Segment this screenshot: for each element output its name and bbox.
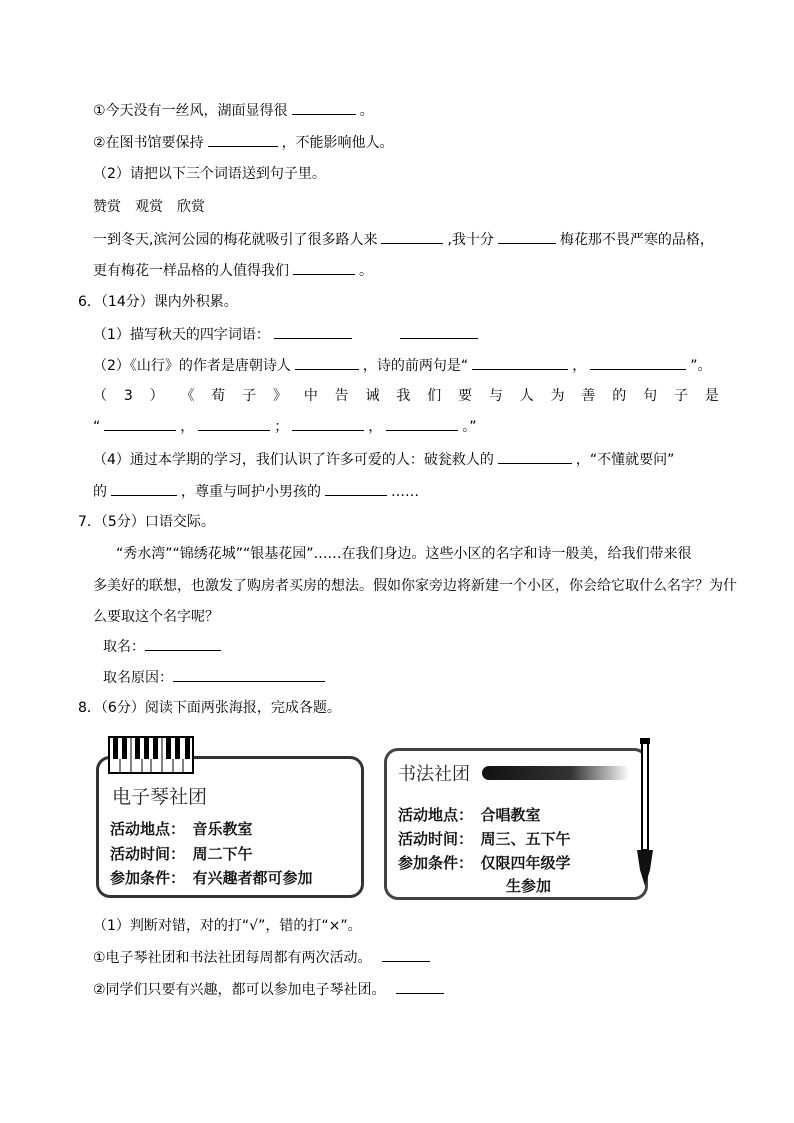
quote-open: “ [93,419,101,435]
answer-blank[interactable] [145,636,221,651]
q6-item-2-end: ”。 [690,358,712,374]
answer-blank[interactable] [208,132,278,147]
q7-paragraph-3: 么要取这个名字呢？ [93,609,219,625]
q6-item-3-char: 中 [303,388,318,404]
q6-item-2 [93,355,711,376]
answer-blank[interactable] [292,416,364,431]
answer-blank[interactable] [396,979,444,994]
separator: ， [368,419,383,435]
keyboard-club-poster [96,736,364,901]
sentence-text: 更有梅花一样品格的人值得我们 [93,263,289,279]
q6-item-4-cont [93,481,419,502]
q5-item-1 [93,100,374,121]
answer-blank[interactable] [386,416,458,431]
quote-end: 。” [462,419,477,435]
q6-item-4-text: （4）通过本学期的学习，我们认识了许多可爱的人：破瓮救人的 [93,452,494,468]
q6-item-3-char: （ [93,388,107,404]
answer-blank[interactable] [382,947,430,962]
q7-name-label: 取名： [103,639,145,655]
q7-name-field [103,636,225,657]
brush-stroke-decoration [482,766,630,780]
separator: ， [180,419,195,435]
answer-blank[interactable] [293,260,355,275]
answer-blank[interactable] [498,449,572,464]
q8-heading: 8．（6分）阅读下面两张海报，完成各题。 [78,700,341,716]
calligraphy-poster-place: 活动地点： 合唱教室 [398,806,541,824]
sentence-text: 梅花那不畏严寒的品格， [559,232,714,248]
q6-item-3-char: 3 [123,388,133,404]
q6-item-4-text: ，“不懂就要问” [575,452,675,468]
q5-part-2-sentence-1 [93,229,714,250]
keyboard-poster-time: 活动时间： 周二下午 [110,845,253,863]
q6-item-3-char: 是 [704,388,719,404]
q6-item-3-char: 善 [581,388,596,404]
q5-item-2-end: ，不能影响他人。 [281,135,394,151]
answer-blank[interactable] [325,481,387,496]
q6-item-3-char: 要 [458,388,473,404]
answer-blank[interactable] [472,355,568,370]
answer-blank[interactable] [381,229,443,244]
calligraphy-brush-icon [634,738,656,888]
q6-item-4-text: 的 [93,484,107,500]
q8-statement-1 [93,947,434,968]
q6-item-3-char: 人 [519,388,534,404]
answer-blank[interactable] [292,100,356,115]
q7-reason-label: 取名原因： [103,670,173,686]
q6-item-3-char: 与 [488,388,503,404]
keyboard-poster-place: 活动地点： 音乐教室 [110,820,253,838]
q6-item-3-char: 为 [550,388,565,404]
q8-part-1: （1）判断对错，对的打“√”，错的打“×”。 [93,918,362,934]
q8-statement-2 [93,979,448,1000]
q6-item-3-char: 荀 [211,388,226,404]
answer-blank[interactable] [498,229,556,244]
q6-item-3-char: 子 [242,388,257,404]
piano-keyboard-icon [108,736,194,774]
q6-item-3-blanks [93,416,477,437]
q6-item-3-char: 告 [334,388,349,404]
q5-item-2-text: ②在图书馆要保持 [93,135,204,151]
sentence-text: 一到冬天,滨河公园的梅花就吸引了很多路人来 [93,232,378,248]
q7-paragraph-2: 多美好的联想，也激发了购房者买房的想法。假如你家旁边将新建一个小区，你会给它取什么名字？为什 [93,578,737,594]
answer-blank[interactable] [173,667,325,682]
q6-item-2-text: ，诗的前两句是“ [362,358,469,374]
sentence-end: 。 [359,263,373,279]
sentence-text: ,我十分 [447,232,494,248]
q6-item-3-char: 》 [272,388,287,404]
q5-item-2 [93,132,394,153]
q6-item-3-char: 诫 [365,388,380,404]
q6-item-3-char: 句 [643,388,658,404]
keyboard-poster-condition: 参加条件： 有兴趣者都可参加 [110,869,313,887]
q6-item-1 [93,324,482,345]
separator: ； [274,419,289,435]
answer-blank[interactable] [104,416,176,431]
calligraphy-poster-condition: 参加条件： 仅限四年级学 [398,854,571,872]
q6-item-3-char: 们 [427,388,442,404]
q6-item-2-text: （2）《山行》的作者是唐朝诗人 [93,358,291,374]
q8-statement-2-text: ②同学们只要有兴趣，都可以参加电子琴社团。 [93,982,386,998]
answer-blank[interactable] [274,324,352,339]
q6-item-4 [93,449,674,470]
q5-part-2-sentence-2 [93,260,373,281]
q6-item-1-text: （1）描写秋天的四字词语： [93,327,270,343]
q5-item-1-text: ①今天没有一丝风，湖面显得很 [93,103,288,119]
calligraphy-poster-title: 书法社团 [398,764,470,785]
q5-part-2: （2）请把以下三个词语送到句子里。 [93,166,326,182]
keyboard-poster-title: 电子琴社团 [112,786,208,808]
q7-heading: 7．（5分）口语交际。 [78,514,215,530]
q8-statement-1-text: ①电子琴社团和书法社团每周都有两次活动。 [93,950,372,966]
answer-blank[interactable] [111,481,177,496]
q6-item-3-char: 我 [396,388,411,404]
q6-item-3-char: 《 [180,388,195,404]
q6-item-3 [93,386,719,406]
calligraphy-club-poster [384,738,660,898]
q6-item-3-char: 的 [612,388,627,404]
q5-item-1-end: 。 [359,103,374,119]
word-bank: 赞赏 观赏 欣赏 [93,199,205,215]
answer-blank[interactable] [400,324,478,339]
calligraphy-poster-condition-cont: 生参加 [506,877,552,895]
q6-item-3-char: ） [149,388,164,404]
answer-blank[interactable] [198,416,270,431]
q6-heading: 6．（14分）课内外积累。 [78,294,238,310]
q7-paragraph-1: “秀水湾”“锦绣花城”“银基花园”……在我们身边。这些小区的名字和诗一般美，给我们带来很 [116,546,692,562]
q7-reason-field [103,667,329,688]
q6-item-4-text: ，尊重与呵护小男孩的 [181,484,321,500]
calligraphy-poster-time: 活动时间： 周三、五下午 [398,830,571,848]
q6-item-4-end: …… [391,484,419,500]
answer-blank[interactable] [590,355,686,370]
q6-item-2-text: ， [572,358,587,374]
q6-item-3-char: 子 [673,388,688,404]
answer-blank[interactable] [295,355,359,370]
